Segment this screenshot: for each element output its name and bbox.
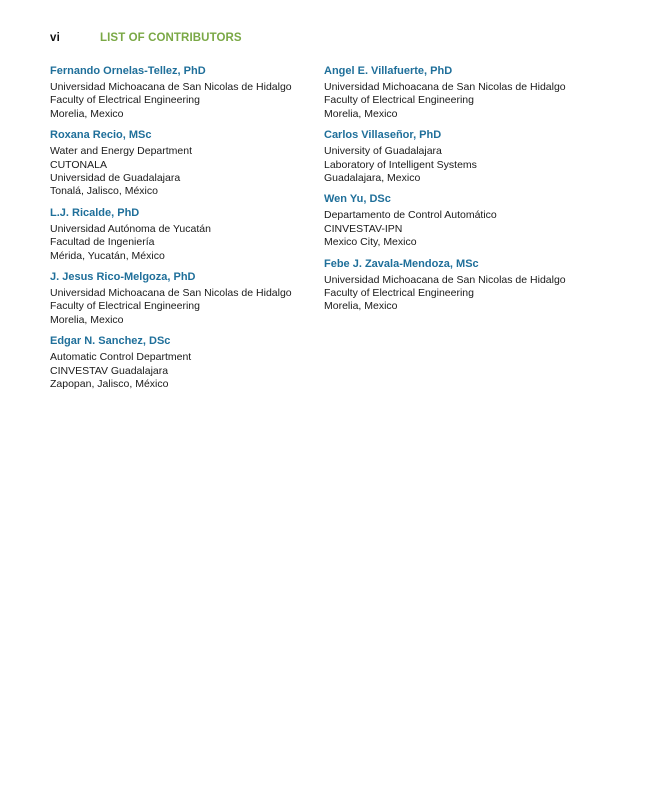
location-line: Zapopan, Jalisco, México [50, 378, 169, 391]
affiliation-line: Faculty of Electrical Engineering [324, 287, 474, 300]
contributor-entry [324, 129, 594, 185]
section-title: LIST OF CONTRIBUTORS [100, 32, 242, 44]
contributor-name: Edgar N. Sanchez, DSc [50, 335, 171, 348]
location-line: Morelia, Mexico [324, 107, 398, 120]
contributor-name: Fernando Ornelas-Tellez, PhD [50, 65, 206, 77]
affiliation-line: Automatic Control Department [50, 351, 192, 364]
contributor-name: L.J. Ricalde, PhD [50, 206, 140, 219]
affiliation-line: Universidad Autónoma de Yucatán [50, 222, 211, 235]
location-line: Guadalajara, Mexico [324, 172, 421, 185]
affiliation-line: Water and Energy Department [50, 145, 193, 158]
contributor-entry [50, 65, 320, 121]
contributor-entry [50, 129, 320, 199]
affiliation-line: Facultad de Ingeniería [50, 236, 155, 249]
affiliation-line: Faculty of Electrical Engineering [50, 300, 200, 313]
page-number: vi [50, 32, 60, 44]
contributor-entry [50, 207, 320, 263]
affiliation-line: Faculty of Electrical Engineering [324, 94, 474, 107]
affiliation-line: Universidad Michoacana de San Nicolas de Hidalgo [50, 287, 292, 300]
contributor-name: Febe J. Zavala-Mendoza, MSc [324, 257, 479, 270]
affiliation-line: Universidad Michoacana de San Nicolas de Hidalgo [50, 81, 292, 93]
contributors-left-column [50, 65, 320, 400]
contributors-right-column [324, 65, 594, 322]
location-line: Mexico City, Mexico [324, 236, 417, 249]
affiliation-line: Faculty of Electrical Engineering [50, 94, 200, 107]
location-line: Morelia, Mexico [324, 300, 398, 313]
affiliation-line: Departamento de Control Automático [324, 209, 497, 222]
location-line: Morelia, Mexico [50, 313, 124, 326]
affiliation-line: Universidad de Guadalajara [50, 172, 181, 185]
contributor-entry [324, 193, 594, 249]
contributor-entry [324, 258, 594, 314]
contributor-entry [324, 65, 594, 121]
contributor-name: J. Jesus Rico-Melgoza, PhD [50, 271, 196, 284]
affiliation-line: University of Guadalajara [324, 145, 442, 158]
contributor-name: Roxana Recio, MSc [50, 129, 152, 142]
affiliation-line: Universidad Michoacana de San Nicolas de Hidalgo [324, 81, 566, 93]
location-line: Tonalá, Jalisco, México [50, 185, 158, 198]
contributor-name: Carlos Villaseñor, PhD [324, 129, 442, 142]
affiliation-line: Universidad Michoacana de San Nicolas de Hidalgo [324, 273, 566, 286]
contributor-entry [50, 271, 320, 327]
affiliation-line: CINVESTAV-IPN [324, 222, 403, 235]
affiliation-line: CUTONALA [50, 158, 107, 171]
page-header [50, 32, 610, 46]
contributor-name: Angel E. Villafuerte, PhD [324, 65, 453, 77]
contributor-name: Wen Yu, DSc [324, 193, 391, 206]
contributor-entry [50, 335, 320, 391]
location-line: Mérida, Yucatán, México [50, 249, 165, 262]
location-line: Morelia, Mexico [50, 107, 124, 120]
affiliation-line: Laboratory of Intelligent Systems [324, 158, 477, 171]
affiliation-line: CINVESTAV Guadalajara [50, 364, 169, 377]
